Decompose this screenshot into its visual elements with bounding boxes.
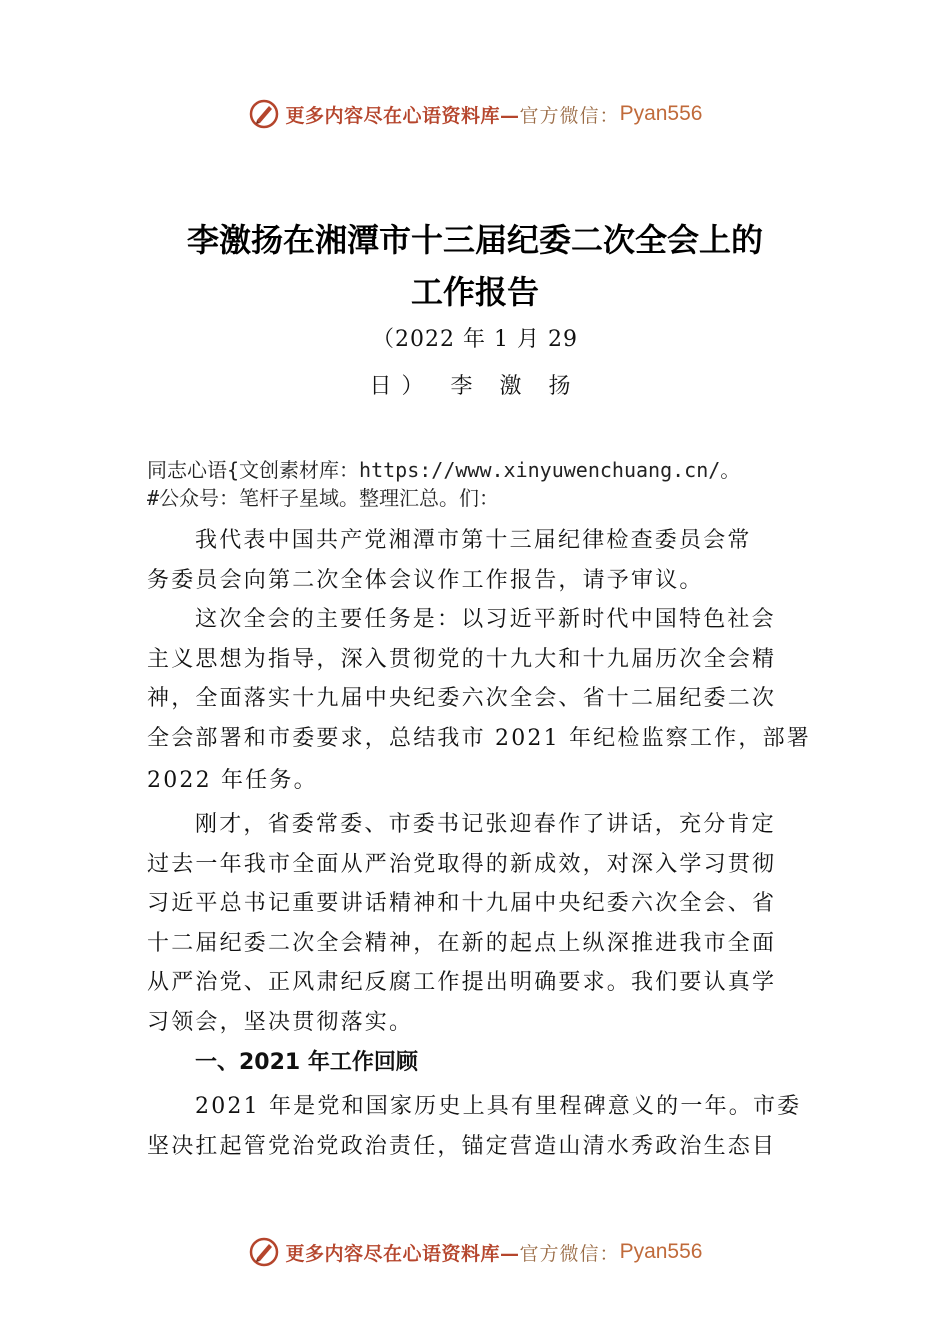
- paragraph-line: 习领会，坚决贯彻落实。: [147, 1009, 414, 1035]
- paragraph-4: [147, 1087, 817, 1166]
- paragraph-line: 务委员会向第二次全体会议作工作报告，请予审议。: [147, 567, 704, 593]
- paragraph-line: 全会部署和市委要求，总结我市 2021 年纪检监察工作，部署: [147, 725, 811, 751]
- paragraph-2: [147, 600, 817, 804]
- paragraph-line: 2021 年是党和国家历史上具有里程碑意义的一年。市委: [195, 1094, 802, 1119]
- paragraph-line: 十二届纪委二次全会精神，在新的起点上纵深推进我市全面: [147, 930, 777, 956]
- source-line-2: #公众号：笔杆子星域。整理汇总。们：: [147, 486, 500, 510]
- paragraph-line: 这次全会的主要任务是：以习近平新时代中国特色社会: [195, 607, 776, 632]
- paragraph-line: 从严治党、正风肃纪反腐工作提出明确要求。我们要认真学: [147, 970, 777, 995]
- pen-logo-icon: [248, 1236, 280, 1268]
- paragraph-line: 过去一年我市全面从严治党取得的新成效，对深入学习贯彻: [147, 851, 777, 877]
- document-title: [0, 214, 950, 318]
- paragraph-3: [147, 805, 817, 1042]
- watermark-wechat-id: Pyan556: [619, 102, 703, 125]
- paragraph-line: 我代表中国共产党湘潭市第十三届纪律检查委员会常: [195, 528, 752, 553]
- source-note: [147, 456, 740, 512]
- pen-logo-icon: [248, 98, 280, 130]
- paragraph-line: 2022 年任务。: [147, 768, 318, 793]
- title-line-2: 工作报告: [410, 273, 539, 311]
- title-line-1: 李激扬在湘潭市十三届纪委二次全会上的: [186, 221, 763, 259]
- paragraph-line: 坚决扛起管党治党政治责任，锚定营造山清水秀政治生态目: [147, 1133, 777, 1159]
- paragraph-line: 刚才，省委常委、市委书记张迎春作了讲话，充分肯定: [195, 812, 776, 837]
- paragraph-1: [147, 521, 817, 600]
- paragraph-line: 主义思想为指导，深入贯彻党的十九大和十九届历次全会精: [147, 646, 777, 672]
- watermark-banner-top: [0, 94, 950, 134]
- watermark-wechat-label: 官方微信：: [519, 1242, 620, 1265]
- watermark-slogan: 更多内容尽在心语资料库—: [285, 1242, 520, 1265]
- date-line-2: 日） 李 激 扬: [369, 374, 581, 399]
- watermark-slogan: 更多内容尽在心语资料库—: [285, 104, 520, 127]
- date-line-1: （2022 年 1 月 29: [372, 327, 578, 352]
- watermark-wechat-label: 官方微信：: [519, 104, 620, 127]
- paragraph-line: 神，全面落实十九届中央纪委六次全会、省十二届纪委二次: [147, 686, 777, 711]
- watermark-banner-bottom: [0, 1232, 950, 1272]
- paragraph-line: 习近平总书记重要讲话精神和十九届中央纪委六次全会、省: [147, 891, 777, 916]
- source-line-1: 同志心语{文创素材库：https://www.xinyuwenchuang.cn/。: [147, 458, 741, 482]
- section-heading: 一、2021 年工作回顾: [195, 1050, 418, 1075]
- watermark-wechat-id: Pyan556: [619, 1240, 703, 1263]
